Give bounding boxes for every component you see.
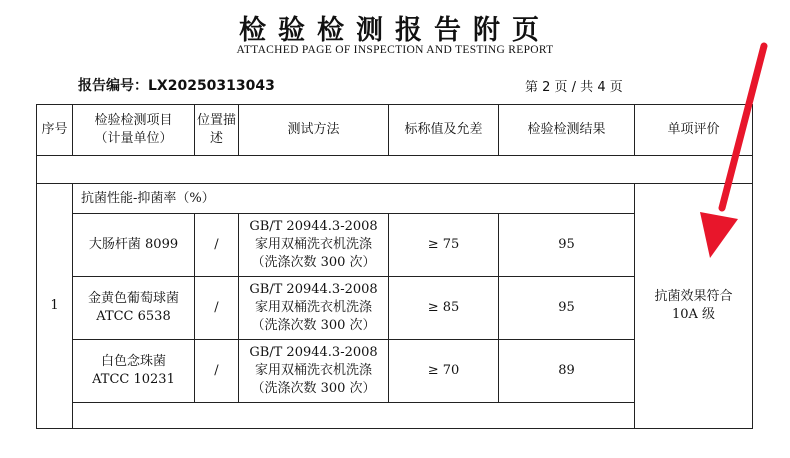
method-line2: 家用双桶洗衣机洗涤 — [254, 300, 372, 315]
item-name-line1: 大肠杆菌 8099 — [88, 237, 179, 252]
item-result: 89 — [499, 340, 635, 403]
header-seq: 序号 — [37, 105, 73, 156]
seq-cell: 1 — [37, 184, 73, 429]
item-name-line2: ATCC 10231 — [92, 372, 175, 387]
method-line1: GB/T 20944.3-2008 — [249, 282, 378, 297]
category-cell: 抗菌性能-抑菌率（%） — [73, 184, 635, 214]
item-method — [239, 214, 389, 277]
report-number: 报告编号：LX20250313043 — [78, 78, 275, 94]
header-nominal: 标称值及允差 — [389, 105, 499, 156]
table-header-row — [37, 105, 753, 156]
evaluation-line1: 抗菌效果符合 — [654, 289, 733, 304]
method-line3: （洗涤次数 300 次） — [251, 255, 376, 270]
spacer-row — [37, 156, 753, 184]
header-result: 检验检测结果 — [499, 105, 635, 156]
header-method: 测试方法 — [239, 105, 389, 156]
header-item-line1: 检验检测项目 — [94, 113, 173, 128]
page-indicator: 第 2 页 / 共 4 页 — [525, 80, 623, 95]
method-line3: （洗涤次数 300 次） — [251, 318, 376, 333]
item-name — [73, 214, 195, 277]
item-result: 95 — [499, 214, 635, 277]
evaluation-cell — [635, 184, 753, 429]
header-item — [73, 105, 195, 156]
spacer-cell — [37, 156, 753, 184]
item-position: / — [195, 340, 239, 403]
header-evaluation: 单项评价 — [635, 105, 753, 156]
item-result: 95 — [499, 277, 635, 340]
category-row — [37, 184, 753, 214]
method-line2: 家用双桶洗衣机洗涤 — [254, 237, 372, 252]
item-name — [73, 340, 195, 403]
item-name-line2: ATCC 6538 — [96, 309, 171, 324]
document-title: 检验检测报告附页 — [239, 15, 551, 46]
item-nominal: ≥ 70 — [389, 340, 499, 403]
inspection-table — [36, 104, 753, 429]
item-nominal: ≥ 85 — [389, 277, 499, 340]
item-method — [239, 277, 389, 340]
evaluation-line2: 10A 级 — [671, 307, 716, 322]
item-method — [239, 340, 389, 403]
item-name-line1: 金黄色葡萄球菌 — [87, 291, 179, 306]
item-name-line1: 白色念珠菌 — [100, 354, 166, 369]
blank-cell — [73, 403, 635, 429]
item-name — [73, 277, 195, 340]
method-line2: 家用双桶洗衣机洗涤 — [254, 363, 372, 378]
method-line1: GB/T 20944.3-2008 — [249, 219, 378, 234]
method-line3: （洗涤次数 300 次） — [251, 381, 376, 396]
method-line1: GB/T 20944.3-2008 — [249, 345, 378, 360]
document-subtitle: ATTACHED PAGE OF INSPECTION AND TESTING REPORT — [236, 44, 554, 56]
header-item-line2: （计量单位） — [94, 131, 173, 146]
item-position: / — [195, 277, 239, 340]
item-nominal: ≥ 75 — [389, 214, 499, 277]
header-position: 位置描述 — [195, 105, 239, 156]
item-position: / — [195, 214, 239, 277]
